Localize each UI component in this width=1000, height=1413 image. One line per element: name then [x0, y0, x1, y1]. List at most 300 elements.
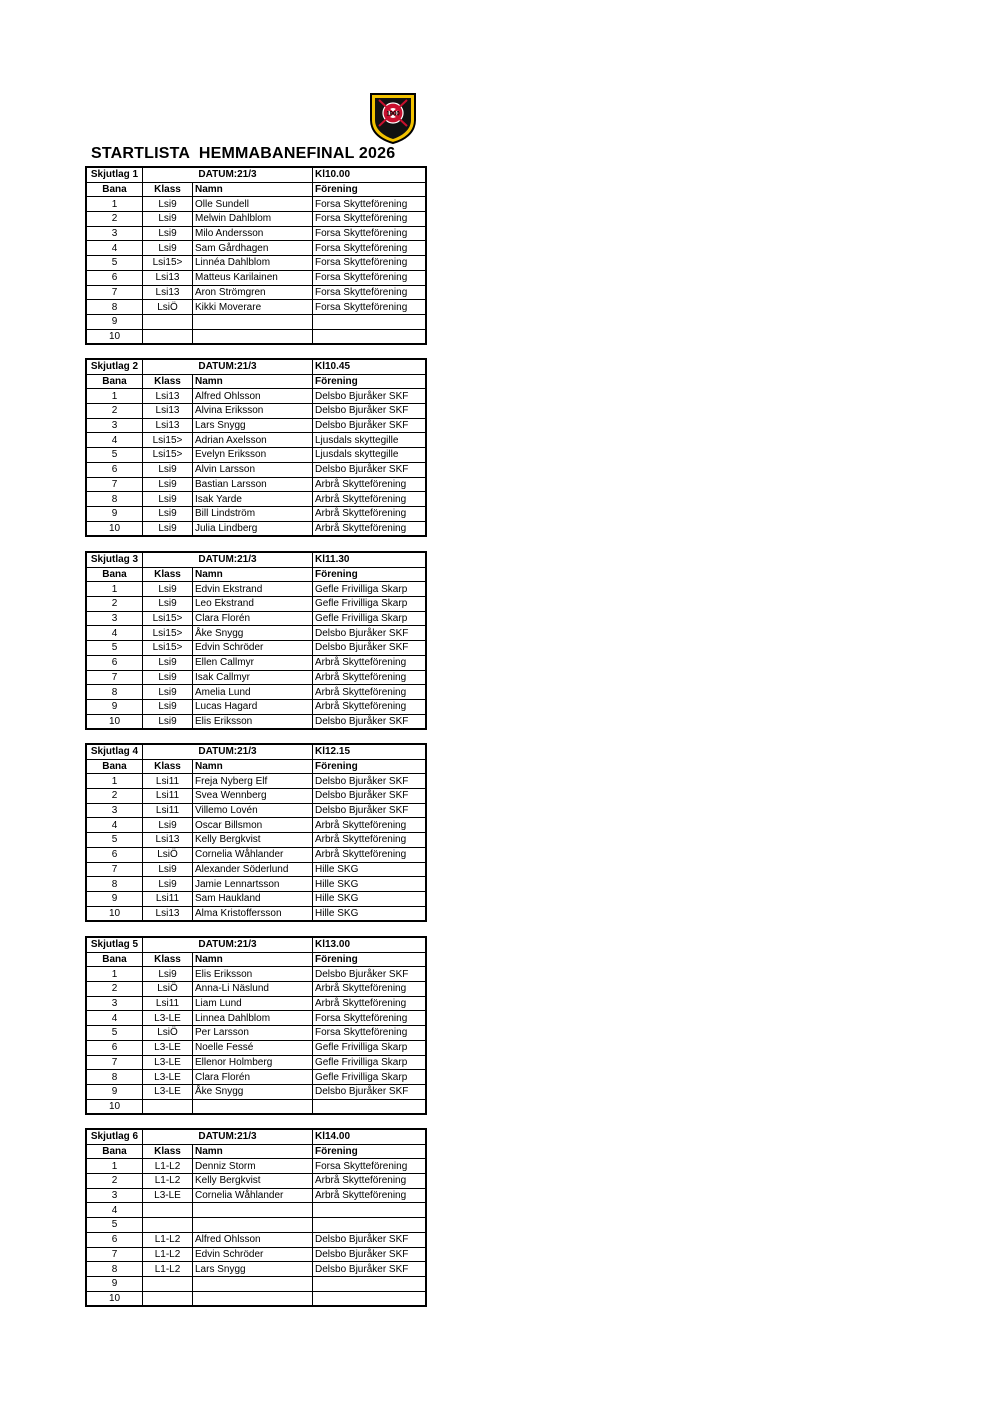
- cell-namn: Svea Wennberg: [193, 789, 313, 804]
- cell-namn: Linnéa Dahlblom: [193, 256, 313, 271]
- cell-forening: Arbrå Skytteförening: [313, 506, 427, 521]
- column-header-klass: Klass: [143, 759, 193, 774]
- cell-bana: 2: [86, 982, 143, 997]
- cell-klass: Lsi9: [143, 462, 193, 477]
- cell-namn: Ellenor Holmberg: [193, 1055, 313, 1070]
- cell-bana: 4: [86, 1011, 143, 1026]
- cell-forening: Arbrå Skytteförening: [313, 1188, 427, 1203]
- cell-klass: [143, 1203, 193, 1218]
- cell-forening: Forsa Skytteförening: [313, 285, 427, 300]
- cell-klass: Lsi9: [143, 477, 193, 492]
- column-header-forening: Förening: [313, 374, 427, 389]
- cell-namn: Alvin Larsson: [193, 462, 313, 477]
- cell-forening: Arbrå Skytteförening: [313, 492, 427, 507]
- cell-bana: 1: [86, 774, 143, 789]
- cell-klass: [143, 1099, 193, 1114]
- cell-bana: 6: [86, 847, 143, 862]
- cell-bana: 5: [86, 256, 143, 271]
- table-row: [86, 314, 426, 329]
- cell-klass: LsiÖ: [143, 1026, 193, 1041]
- table-row: [86, 1203, 426, 1218]
- cell-namn: Ellen Callmyr: [193, 655, 313, 670]
- cell-namn: Alexander Söderlund: [193, 862, 313, 877]
- cell-bana: 1: [86, 1159, 143, 1174]
- cell-forening: Delsbo Bjuråker SKF: [313, 714, 427, 729]
- skjutlag-label: Skjutlag 3: [86, 552, 143, 567]
- cell-namn: Cornelia Wåhlander: [193, 1188, 313, 1203]
- table-row: [86, 1011, 426, 1026]
- cell-bana: 10: [86, 1291, 143, 1306]
- cell-forening: Ljusdals skyttegille: [313, 433, 427, 448]
- cell-namn: Cornelia Wåhlander: [193, 847, 313, 862]
- cell-bana: 1: [86, 197, 143, 212]
- table-row: [86, 1262, 426, 1277]
- skjutlag-time: Kl11.30: [313, 552, 427, 567]
- column-header-namn: Namn: [193, 374, 313, 389]
- cell-forening: Arbrå Skytteförening: [313, 670, 427, 685]
- cell-klass: Lsi15>: [143, 256, 193, 271]
- cell-klass: Lsi9: [143, 699, 193, 714]
- cell-forening: Arbrå Skytteförening: [313, 996, 427, 1011]
- skjutlag-label: Skjutlag 2: [86, 359, 143, 374]
- table-row: [86, 1084, 426, 1099]
- cell-namn: Alfred Ohlsson: [193, 389, 313, 404]
- cell-forening: Delsbo Bjuråker SKF: [313, 1232, 427, 1247]
- cell-bana: 7: [86, 1055, 143, 1070]
- column-header-bana: Bana: [86, 567, 143, 582]
- column-header-klass: Klass: [143, 182, 193, 197]
- cell-namn: Kelly Bergkvist: [193, 833, 313, 848]
- cell-klass: Lsi9: [143, 862, 193, 877]
- cell-forening: Hille SKG: [313, 891, 427, 906]
- table-row: [86, 506, 426, 521]
- skjutlag-table: [85, 166, 427, 345]
- cell-klass: Lsi9: [143, 877, 193, 892]
- cell-klass: Lsi9: [143, 967, 193, 982]
- table-row: [86, 982, 426, 997]
- cell-forening: Forsa Skytteförening: [313, 1026, 427, 1041]
- cell-namn: [193, 314, 313, 329]
- cell-klass: Lsi9: [143, 492, 193, 507]
- skjutlag-time: Kl10.45: [313, 359, 427, 374]
- cell-klass: L3-LE: [143, 1084, 193, 1099]
- column-header-klass: Klass: [143, 567, 193, 582]
- cell-namn: Kelly Bergkvist: [193, 1174, 313, 1189]
- cell-namn: Adrian Axelsson: [193, 433, 313, 448]
- cell-namn: Alma Kristoffersson: [193, 906, 313, 921]
- column-header-namn: Namn: [193, 567, 313, 582]
- table-row: [86, 774, 426, 789]
- table-row: [86, 285, 426, 300]
- cell-forening: Arbrå Skytteförening: [313, 685, 427, 700]
- cell-bana: 4: [86, 241, 143, 256]
- cell-namn: Bastian Larsson: [193, 477, 313, 492]
- cell-klass: Lsi9: [143, 506, 193, 521]
- cell-bana: 8: [86, 685, 143, 700]
- cell-klass: L1-L2: [143, 1159, 193, 1174]
- cell-bana: 6: [86, 655, 143, 670]
- table-row: [86, 655, 426, 670]
- cell-bana: 8: [86, 877, 143, 892]
- cell-bana: 4: [86, 626, 143, 641]
- cell-bana: 2: [86, 597, 143, 612]
- cell-forening: Delsbo Bjuråker SKF: [313, 967, 427, 982]
- cell-klass: LsiÖ: [143, 300, 193, 315]
- table-row: [86, 1040, 426, 1055]
- cell-bana: 10: [86, 329, 143, 344]
- cell-forening: Arbrå Skytteförening: [313, 833, 427, 848]
- column-header-bana: Bana: [86, 952, 143, 967]
- cell-forening: Delsbo Bjuråker SKF: [313, 641, 427, 656]
- column-header-bana: Bana: [86, 759, 143, 774]
- cell-bana: 4: [86, 1203, 143, 1218]
- column-header-forening: Förening: [313, 1144, 427, 1159]
- cell-forening: Hille SKG: [313, 862, 427, 877]
- table-row: [86, 699, 426, 714]
- cell-forening: [313, 1291, 427, 1306]
- table-row: [86, 462, 426, 477]
- table-row: [86, 626, 426, 641]
- table-row: [86, 448, 426, 463]
- cell-klass: Lsi13: [143, 906, 193, 921]
- cell-namn: Lars Snygg: [193, 418, 313, 433]
- cell-klass: Lsi13: [143, 418, 193, 433]
- cell-namn: Anna-Li Näslund: [193, 982, 313, 997]
- cell-bana: 6: [86, 462, 143, 477]
- cell-klass: L3-LE: [143, 1188, 193, 1203]
- skjutlag-table: [85, 743, 427, 922]
- column-header-row: [86, 567, 426, 582]
- cell-forening: Delsbo Bjuråker SKF: [313, 462, 427, 477]
- table-row: [86, 270, 426, 285]
- table-row: [86, 670, 426, 685]
- cell-bana: 3: [86, 803, 143, 818]
- cell-klass: L3-LE: [143, 1011, 193, 1026]
- cell-forening: [313, 329, 427, 344]
- cell-bana: 6: [86, 1232, 143, 1247]
- cell-bana: 8: [86, 492, 143, 507]
- cell-namn: Elis Eriksson: [193, 714, 313, 729]
- cell-namn: Jamie Lennartsson: [193, 877, 313, 892]
- column-header-forening: Förening: [313, 759, 427, 774]
- table-row: [86, 1174, 426, 1189]
- table-row: [86, 862, 426, 877]
- cell-namn: Linnea Dahlblom: [193, 1011, 313, 1026]
- cell-bana: 3: [86, 418, 143, 433]
- cell-klass: Lsi9: [143, 818, 193, 833]
- cell-forening: Arbrå Skytteförening: [313, 477, 427, 492]
- skjutlag-date: DATUM:21/3: [143, 167, 313, 182]
- cell-bana: 6: [86, 1040, 143, 1055]
- cell-klass: L3-LE: [143, 1055, 193, 1070]
- skjutlag-date: DATUM:21/3: [143, 937, 313, 952]
- cell-namn: Alfred Ohlsson: [193, 1232, 313, 1247]
- cell-namn: Denniz Storm: [193, 1159, 313, 1174]
- cell-bana: 8: [86, 1262, 143, 1277]
- column-header-namn: Namn: [193, 759, 313, 774]
- cell-namn: Bill Lindström: [193, 506, 313, 521]
- skjutlag-date: DATUM:21/3: [143, 1129, 313, 1144]
- cell-bana: 10: [86, 1099, 143, 1114]
- cell-forening: Hille SKG: [313, 906, 427, 921]
- cell-klass: Lsi11: [143, 891, 193, 906]
- cell-forening: Arbrå Skytteförening: [313, 1174, 427, 1189]
- cell-bana: 3: [86, 226, 143, 241]
- column-header-klass: Klass: [143, 1144, 193, 1159]
- cell-namn: Elis Eriksson: [193, 967, 313, 982]
- cell-namn: [193, 329, 313, 344]
- cell-klass: Lsi9: [143, 212, 193, 227]
- cell-forening: Arbrå Skytteförening: [313, 655, 427, 670]
- cell-bana: 2: [86, 212, 143, 227]
- cell-forening: Gefle Frivilliga Skarp: [313, 1070, 427, 1085]
- cell-forening: [313, 1099, 427, 1114]
- cell-bana: 6: [86, 270, 143, 285]
- column-header-row: [86, 952, 426, 967]
- cell-klass: [143, 1276, 193, 1291]
- table-row: [86, 418, 426, 433]
- column-header-namn: Namn: [193, 952, 313, 967]
- cell-forening: Arbrå Skytteförening: [313, 982, 427, 997]
- cell-forening: Arbrå Skytteförening: [313, 847, 427, 862]
- cell-klass: Lsi9: [143, 197, 193, 212]
- table-row: [86, 847, 426, 862]
- cell-bana: 10: [86, 906, 143, 921]
- cell-namn: [193, 1291, 313, 1306]
- cell-klass: Lsi15>: [143, 626, 193, 641]
- cell-bana: 9: [86, 699, 143, 714]
- skjutlag-time: Kl10.00: [313, 167, 427, 182]
- cell-bana: 7: [86, 285, 143, 300]
- skjutlag-table: [85, 936, 427, 1115]
- table-row: [86, 1218, 426, 1233]
- cell-forening: Forsa Skytteförening: [313, 197, 427, 212]
- cell-klass: Lsi9: [143, 597, 193, 612]
- cell-namn: Kikki Moverare: [193, 300, 313, 315]
- cell-bana: 9: [86, 1276, 143, 1291]
- column-header-klass: Klass: [143, 952, 193, 967]
- cell-namn: Alvina Eriksson: [193, 404, 313, 419]
- column-header-namn: Namn: [193, 182, 313, 197]
- column-header-row: [86, 1144, 426, 1159]
- cell-namn: Per Larsson: [193, 1026, 313, 1041]
- column-header-forening: Förening: [313, 567, 427, 582]
- cell-klass: Lsi9: [143, 655, 193, 670]
- cell-bana: 7: [86, 862, 143, 877]
- cell-klass: Lsi9: [143, 582, 193, 597]
- skjutlag-time: Kl13.00: [313, 937, 427, 952]
- column-header-bana: Bana: [86, 374, 143, 389]
- cell-namn: Edvin Schröder: [193, 1247, 313, 1262]
- cell-klass: Lsi9: [143, 241, 193, 256]
- cell-namn: [193, 1218, 313, 1233]
- cell-klass: Lsi9: [143, 685, 193, 700]
- cell-bana: 1: [86, 967, 143, 982]
- cell-klass: Lsi13: [143, 285, 193, 300]
- cell-forening: Forsa Skytteförening: [313, 226, 427, 241]
- cell-forening: [313, 1203, 427, 1218]
- cell-namn: Amelia Lund: [193, 685, 313, 700]
- skjutlag-date: DATUM:21/3: [143, 744, 313, 759]
- cell-klass: [143, 314, 193, 329]
- skjutlag-header-row: [86, 167, 426, 182]
- cell-namn: Aron Strömgren: [193, 285, 313, 300]
- skjutlag-header-row: [86, 552, 426, 567]
- cell-klass: Lsi13: [143, 404, 193, 419]
- table-row: [86, 714, 426, 729]
- cell-klass: [143, 329, 193, 344]
- cell-bana: 5: [86, 448, 143, 463]
- column-header-klass: Klass: [143, 374, 193, 389]
- cell-namn: Liam Lund: [193, 996, 313, 1011]
- cell-bana: 5: [86, 1026, 143, 1041]
- cell-bana: 9: [86, 1084, 143, 1099]
- cell-forening: Delsbo Bjuråker SKF: [313, 774, 427, 789]
- cell-forening: [313, 314, 427, 329]
- cell-klass: L1-L2: [143, 1247, 193, 1262]
- cell-forening: Gefle Frivilliga Skarp: [313, 1055, 427, 1070]
- cell-namn: Melwin Dahlblom: [193, 212, 313, 227]
- table-row: [86, 256, 426, 271]
- cell-namn: Noelle Fessé: [193, 1040, 313, 1055]
- table-row: [86, 300, 426, 315]
- cell-namn: Milo Andersson: [193, 226, 313, 241]
- cell-forening: Delsbo Bjuråker SKF: [313, 404, 427, 419]
- cell-namn: [193, 1203, 313, 1218]
- column-header-row: [86, 759, 426, 774]
- cell-namn: Lucas Hagard: [193, 699, 313, 714]
- cell-bana: 9: [86, 314, 143, 329]
- cell-forening: Forsa Skytteförening: [313, 300, 427, 315]
- table-row: [86, 521, 426, 536]
- table-row: [86, 241, 426, 256]
- cell-klass: Lsi9: [143, 226, 193, 241]
- skjutlag-header-row: [86, 1129, 426, 1144]
- cell-forening: Delsbo Bjuråker SKF: [313, 1247, 427, 1262]
- column-header-row: [86, 374, 426, 389]
- cell-namn: Matteus Karilainen: [193, 270, 313, 285]
- table-row: [86, 1232, 426, 1247]
- table-row: [86, 197, 426, 212]
- cell-bana: 10: [86, 714, 143, 729]
- cell-namn: Villemo Lovén: [193, 803, 313, 818]
- crest-year: 1900: [386, 111, 400, 118]
- cell-namn: Leo Ekstrand: [193, 597, 313, 612]
- table-row: [86, 433, 426, 448]
- table-row: [86, 1099, 426, 1114]
- cell-namn: Isak Yarde: [193, 492, 313, 507]
- cell-forening: Forsa Skytteförening: [313, 241, 427, 256]
- cell-bana: 7: [86, 670, 143, 685]
- table-row: [86, 404, 426, 419]
- column-header-bana: Bana: [86, 1144, 143, 1159]
- table-row: [86, 891, 426, 906]
- cell-klass: L1-L2: [143, 1232, 193, 1247]
- table-row: [86, 818, 426, 833]
- cell-bana: 3: [86, 611, 143, 626]
- table-row: [86, 685, 426, 700]
- table-row: [86, 906, 426, 921]
- cell-klass: L1-L2: [143, 1174, 193, 1189]
- cell-bana: 9: [86, 506, 143, 521]
- skjutlag-table: [85, 1128, 427, 1307]
- cell-namn: [193, 1276, 313, 1291]
- skjutlag-time: Kl14.00: [313, 1129, 427, 1144]
- cell-namn: Clara Florén: [193, 611, 313, 626]
- cell-namn: Sam Gårdhagen: [193, 241, 313, 256]
- table-row: [86, 1276, 426, 1291]
- cell-forening: [313, 1276, 427, 1291]
- skjutlag-label: Skjutlag 1: [86, 167, 143, 182]
- cell-namn: Sam Haukland: [193, 891, 313, 906]
- cell-klass: Lsi15>: [143, 611, 193, 626]
- column-header-row: [86, 182, 426, 197]
- cell-forening: Arbrå Skytteförening: [313, 699, 427, 714]
- skjutlag-label: Skjutlag 4: [86, 744, 143, 759]
- table-row: [86, 803, 426, 818]
- cell-bana: 2: [86, 789, 143, 804]
- cell-klass: Lsi15>: [143, 433, 193, 448]
- cell-namn: Julia Lindberg: [193, 521, 313, 536]
- cell-bana: 4: [86, 433, 143, 448]
- table-row: [86, 212, 426, 227]
- table-row: [86, 967, 426, 982]
- table-row: [86, 641, 426, 656]
- cell-klass: L1-L2: [143, 1262, 193, 1277]
- cell-klass: L3-LE: [143, 1040, 193, 1055]
- skjutlag-date: DATUM:21/3: [143, 359, 313, 374]
- table-row: [86, 477, 426, 492]
- cell-forening: Forsa Skytteförening: [313, 270, 427, 285]
- cell-klass: L3-LE: [143, 1070, 193, 1085]
- cell-bana: 8: [86, 300, 143, 315]
- cell-namn: Clara Florén: [193, 1070, 313, 1085]
- table-row: [86, 1159, 426, 1174]
- cell-klass: Lsi15>: [143, 448, 193, 463]
- cell-forening: Delsbo Bjuråker SKF: [313, 1262, 427, 1277]
- column-header-forening: Förening: [313, 952, 427, 967]
- cell-klass: Lsi11: [143, 789, 193, 804]
- cell-bana: 7: [86, 1247, 143, 1262]
- table-row: [86, 833, 426, 848]
- cell-klass: [143, 1218, 193, 1233]
- skjutlag-header-row: [86, 744, 426, 759]
- cell-forening: Delsbo Bjuråker SKF: [313, 389, 427, 404]
- cell-namn: Oscar Billsmon: [193, 818, 313, 833]
- column-header-bana: Bana: [86, 182, 143, 197]
- skjutlag-time: Kl12.15: [313, 744, 427, 759]
- cell-forening: Delsbo Bjuråker SKF: [313, 626, 427, 641]
- cell-klass: Lsi11: [143, 996, 193, 1011]
- cell-forening: Delsbo Bjuråker SKF: [313, 789, 427, 804]
- cell-namn: Edvin Schröder: [193, 641, 313, 656]
- table-row: [86, 329, 426, 344]
- table-row: [86, 789, 426, 804]
- cell-bana: 5: [86, 1218, 143, 1233]
- table-row: [86, 1247, 426, 1262]
- cell-klass: Lsi11: [143, 774, 193, 789]
- cell-bana: 2: [86, 1174, 143, 1189]
- cell-forening: Gefle Frivilliga Skarp: [313, 611, 427, 626]
- cell-klass: Lsi9: [143, 714, 193, 729]
- cell-namn: Isak Callmyr: [193, 670, 313, 685]
- cell-klass: LsiÖ: [143, 982, 193, 997]
- cell-klass: Lsi11: [143, 803, 193, 818]
- cell-bana: 1: [86, 389, 143, 404]
- cell-forening: Forsa Skytteförening: [313, 212, 427, 227]
- cell-bana: 8: [86, 1070, 143, 1085]
- cell-bana: 5: [86, 833, 143, 848]
